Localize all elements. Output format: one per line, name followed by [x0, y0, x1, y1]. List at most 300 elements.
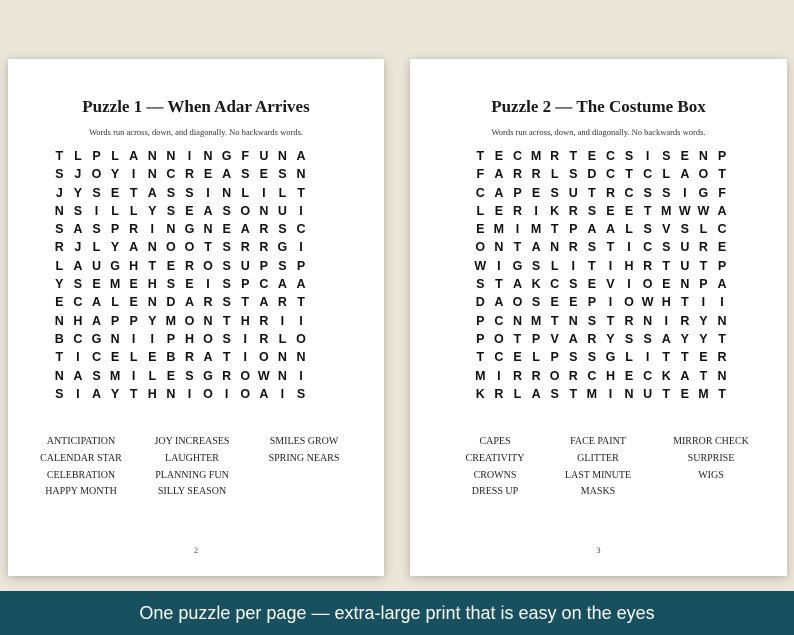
grid-letter: Y [148, 203, 157, 218]
grid-letter: L [513, 386, 522, 401]
word-bank-item: LAST MINUTE [564, 469, 632, 481]
grid-letter: I [299, 313, 303, 328]
grid-letter: E [259, 167, 268, 182]
grid-letter: O [240, 203, 251, 218]
grid-letter: P [92, 149, 101, 163]
grid-letter: T [204, 240, 212, 255]
grid-letter: I [206, 185, 210, 200]
grid-letter: Y [110, 386, 120, 401]
grid-letter: S [624, 149, 634, 163]
grid-letter: O [240, 386, 251, 401]
grid-letter: P [166, 331, 176, 346]
grid-letter: S [278, 258, 287, 273]
grid-letter: L [278, 185, 287, 200]
grid-letter: N [277, 149, 287, 163]
grid-letter: A [587, 222, 597, 237]
grid-letter: F [241, 149, 250, 163]
grid-letter: S [185, 185, 194, 200]
grid-letter: D [166, 295, 176, 310]
grid-letter: H [184, 331, 194, 346]
grid-letter: S [296, 386, 306, 401]
grid-letter: T [297, 295, 305, 310]
grid-letter: H [240, 313, 250, 328]
grid-letter: M [661, 203, 672, 218]
grid-letter: T [606, 313, 615, 328]
puzzle-instructions: Words run across, down, and diagonally. No backwards words. [88, 127, 304, 137]
grid-letter: E [494, 149, 504, 163]
grid-letter: T [297, 185, 305, 200]
grid-letter: R [643, 258, 653, 273]
grid-letter: H [73, 313, 83, 328]
grid-letter: I [534, 203, 538, 218]
grid-letter: N [147, 167, 157, 182]
grid-letter: I [299, 203, 303, 218]
grid-letter: E [110, 185, 120, 200]
grid-letter: E [624, 203, 634, 218]
grid-letter: R [494, 386, 504, 401]
puzzle-title: Puzzle 1 — When Adar Arrives [82, 97, 310, 116]
grid-letter: R [259, 331, 269, 346]
grid-letter: L [241, 185, 250, 200]
grid-letter: S [278, 222, 287, 237]
grid-letter: I [243, 331, 247, 346]
grid-letter: I [187, 386, 192, 401]
grid-letter: A [73, 222, 83, 237]
grid-letter: R [587, 331, 597, 346]
grid-letter: I [131, 331, 136, 346]
grid-letter: U [259, 149, 269, 163]
grid-letter: T [606, 240, 615, 255]
grid-letter: N [54, 203, 64, 218]
grid-letter: A [680, 368, 690, 383]
grid-letter: N [717, 368, 727, 383]
grid-letter: A [605, 222, 615, 237]
grid-letter: T [681, 295, 689, 310]
grid-letter: G [605, 350, 616, 365]
grid-letter: I [131, 167, 136, 182]
grid-letter: S [587, 313, 597, 328]
grid-letter: A [259, 295, 269, 310]
grid-letter: A [129, 240, 139, 255]
grid-letter: E [662, 277, 671, 292]
grid-letter: P [296, 258, 306, 273]
grid-letter: R [222, 368, 232, 383]
grid-letter: L [129, 350, 138, 365]
grid-letter: R [717, 350, 727, 365]
grid-letter: K [661, 368, 671, 383]
grid-letter: I [76, 350, 80, 365]
grid-letter: L [532, 350, 540, 365]
grid-letter: P [241, 277, 250, 292]
grid-letter: R [184, 167, 194, 182]
grid-letter: N [222, 185, 232, 200]
grid-letter: S [624, 331, 634, 346]
grid-letter: E [587, 277, 597, 292]
word-bank-item: DRESS UP [471, 486, 519, 498]
letter-grid [471, 147, 731, 403]
grid-letter: W [678, 203, 691, 218]
grid-letter: P [717, 149, 727, 163]
grid-letter: R [203, 295, 213, 310]
grid-letter: I [150, 222, 154, 237]
grid-letter: N [147, 295, 157, 310]
grid-letter: V [662, 222, 671, 237]
grid-letter: S [569, 350, 578, 365]
grid-letter: N [717, 313, 727, 328]
grid-letter: A [73, 258, 83, 273]
grid-letter: N [698, 149, 708, 163]
grid-letter: P [110, 222, 120, 237]
grid-letter: I [299, 368, 303, 383]
grid-letter: I [299, 240, 303, 255]
grid-letter: S [55, 222, 64, 237]
grid-letter: P [476, 331, 485, 346]
grid-letter: R [531, 167, 541, 182]
grid-letter: I [497, 368, 501, 383]
grid-letter: M [530, 149, 542, 163]
grid-letter: C [475, 185, 485, 200]
grid-letter: L [662, 167, 671, 182]
grid-letter: R [240, 240, 250, 255]
grid-letter: E [680, 386, 689, 401]
grid-letter: E [606, 203, 615, 218]
grid-letter: I [645, 149, 650, 163]
grid-letter: K [550, 203, 560, 218]
grid-letter: E [185, 277, 194, 292]
grid-letter: M [698, 386, 709, 401]
grid-letter: S [222, 240, 231, 255]
grid-letter: U [568, 185, 578, 200]
grid-letter: S [222, 203, 231, 218]
word-bank-item: MASKS [580, 486, 616, 498]
grid-letter: G [203, 368, 213, 383]
grid-letter: T [588, 185, 596, 200]
grid-letter: T [718, 167, 726, 182]
grid-letter: E [699, 350, 708, 365]
word-bank-column [248, 434, 360, 501]
grid-letter: R [184, 258, 194, 273]
grid-letter: Y [606, 331, 615, 346]
grid-letter: K [475, 386, 485, 401]
grid-letter: S [278, 167, 287, 182]
grid-letter: R [259, 313, 269, 328]
grid-letter: Y [680, 331, 689, 346]
page-number: 2 [194, 546, 198, 555]
grid-letter: V [606, 277, 615, 292]
grid-letter: L [550, 258, 559, 273]
grid-letter: I [224, 386, 229, 401]
grid-letter: I [627, 240, 631, 255]
grid-letter: E [92, 277, 101, 292]
grid-letter: S [587, 240, 597, 255]
grid-letter: S [531, 295, 541, 310]
grid-letter: O [475, 240, 486, 255]
grid-letter: T [662, 258, 671, 273]
grid-letter: N [203, 222, 213, 237]
grid-letter: I [608, 386, 613, 401]
grid-letter: O [203, 386, 213, 401]
letter-grid [50, 147, 310, 403]
grid-letter: U [643, 386, 653, 401]
grid-letter: N [550, 240, 560, 255]
grid-letter: T [148, 258, 157, 273]
grid-letter: I [664, 313, 668, 328]
grid-letter: N [147, 240, 157, 255]
word-bank-item: CELEBRATION [46, 469, 116, 481]
grid-letter: T [55, 149, 64, 163]
grid-letter: C [166, 167, 176, 182]
grid-letter: N [203, 149, 213, 163]
grid-letter: N [110, 331, 120, 346]
grid-letter: Y [699, 331, 708, 346]
grid-letter: O [512, 295, 523, 310]
grid-letter: I [206, 277, 210, 292]
grid-letter: R [568, 203, 578, 218]
grid-letter: R [512, 203, 522, 218]
grid-letter: C [587, 368, 597, 383]
grid-letter: A [296, 149, 306, 163]
grid-letter: W [257, 368, 270, 383]
grid-letter: H [147, 386, 157, 401]
grid-letter: O [258, 350, 269, 365]
grid-letter: O [165, 240, 176, 255]
grid-letter: M [586, 386, 598, 401]
grid-letter: P [476, 313, 485, 328]
word-bank-item: WIGS [698, 469, 724, 481]
grid-letter: R [512, 167, 522, 182]
caption-text: One puzzle per page — extra-large print that is easy on the eyes [139, 602, 655, 623]
grid-letter: N [277, 350, 287, 365]
grid-letter: S [550, 185, 559, 200]
grid-letter: J [74, 240, 82, 255]
grid-letter: P [531, 331, 541, 346]
grid-letter: P [110, 313, 120, 328]
grid-letter: C [717, 222, 727, 237]
grid-letter: T [662, 386, 671, 401]
grid-letter: R [277, 295, 287, 310]
grid-letter: C [91, 350, 101, 365]
grid-letter: O [494, 331, 504, 346]
grid-letter: E [550, 295, 559, 310]
grid-letter: E [476, 222, 485, 237]
word-bank-item: SURPRISE [687, 452, 735, 464]
grid-letter: I [608, 258, 613, 273]
grid-letter: N [643, 313, 653, 328]
grid-letter: O [296, 331, 306, 346]
word-bank [26, 434, 360, 501]
grid-letter: S [587, 203, 597, 218]
puzzle-title: Puzzle 2 — The Costume Box [491, 97, 706, 116]
grid-letter: R [568, 368, 578, 383]
grid-letter: T [222, 313, 231, 328]
grid-letter: I [645, 350, 650, 365]
grid-letter: N [568, 313, 578, 328]
grid-letter: Y [110, 167, 120, 182]
grid-letter: I [280, 386, 285, 401]
grid-letter: S [662, 240, 671, 255]
grid-letter: A [512, 277, 522, 292]
word-bank-item: CALENDAR STAR [40, 452, 122, 464]
word-bank-column [650, 434, 772, 501]
grid-letter: N [624, 386, 634, 401]
grid-letter: O [698, 167, 709, 182]
grid-letter: S [55, 386, 64, 401]
grid-letter: E [587, 149, 597, 163]
grid-letter: M [109, 277, 121, 292]
word-bank-item: CREATIVITY [465, 452, 525, 464]
grid-letter: P [259, 258, 268, 273]
grid-letter: M [530, 222, 542, 237]
grid-letter: A [531, 386, 541, 401]
word-bank-item: ANTICIPATION [46, 436, 116, 447]
word-bank-item: LAUGHTER [165, 452, 219, 464]
grid-letter: T [550, 222, 559, 237]
grid-letter: S [222, 277, 231, 292]
grid-letter: C [512, 149, 522, 163]
grid-letter: T [662, 350, 671, 365]
grid-letter: C [73, 295, 83, 310]
grid-letter: U [240, 258, 250, 273]
grid-letter: I [280, 313, 285, 328]
grid-letter: A [91, 313, 101, 328]
grid-letter: T [495, 277, 503, 292]
grid-letter: C [605, 149, 615, 163]
puzzle-page-1 [8, 59, 384, 576]
grid-letter: C [624, 185, 634, 200]
grid-letter: O [203, 258, 213, 273]
grid-letter: E [129, 295, 138, 310]
word-bank-column [546, 434, 650, 501]
grid-letter: U [91, 258, 101, 273]
grid-letter: Y [73, 185, 83, 200]
grid-letter: T [643, 203, 652, 218]
grid-letter: B [54, 331, 64, 346]
grid-letter: E [55, 295, 64, 310]
grid-letter: O [549, 368, 560, 383]
grid-letter: E [148, 350, 157, 365]
grid-letter: E [513, 350, 522, 365]
grid-letter: T [476, 350, 485, 365]
grid-letter: S [569, 277, 578, 292]
grid-letter: A [203, 203, 213, 218]
caption-banner [0, 591, 794, 635]
grid-letter: S [73, 277, 83, 292]
grid-letter: R [550, 149, 560, 163]
grid-letter: N [512, 313, 522, 328]
grid-letter: P [550, 350, 559, 365]
word-bank-item: CAPES [479, 436, 511, 447]
grid-letter: S [92, 368, 101, 383]
grid-letter: L [92, 240, 101, 255]
grid-letter: D [475, 295, 485, 310]
word-bank-item: FACE PAINT [570, 436, 626, 447]
grid-letter: T [241, 295, 250, 310]
grid-letter: L [111, 295, 119, 310]
grid-letter: G [110, 258, 120, 273]
grid-letter: S [531, 258, 541, 273]
grid-letter: M [475, 368, 486, 383]
grid-letter: W [474, 258, 487, 273]
grid-letter: P [717, 258, 727, 273]
grid-letter: A [147, 185, 157, 200]
grid-letter: F [718, 185, 726, 200]
grid-letter: C [73, 331, 83, 346]
grid-letter: I [571, 258, 575, 273]
grid-letter: N [494, 240, 504, 255]
grid-letter: S [222, 258, 231, 273]
grid-letter: R [259, 222, 269, 237]
grid-letter: S [569, 167, 578, 182]
word-bank-column [444, 434, 546, 501]
grid-letter: P [587, 295, 597, 310]
grid-letter: A [680, 167, 690, 182]
grid-letter: G [91, 331, 102, 346]
grid-letter: N [680, 277, 690, 292]
grid-letter: T [476, 149, 485, 163]
grid-letter: L [699, 222, 708, 237]
grid-letter: I [76, 386, 80, 401]
grid-letter: L [550, 167, 559, 182]
word-bank-item: CROWNS [473, 469, 517, 481]
grid-letter: T [129, 185, 138, 200]
grid-letter: R [680, 313, 690, 328]
grid-letter: A [73, 368, 83, 383]
grid-letter: H [129, 258, 139, 273]
grid-letter: H [605, 368, 615, 383]
grid-letter: L [111, 203, 119, 218]
grid-letter: L [278, 331, 287, 346]
grid-letter: P [569, 222, 578, 237]
grid-letter: O [184, 313, 195, 328]
grid-letter: A [296, 277, 306, 292]
grid-letter: U [680, 240, 690, 255]
word-bank-item: GLITTER [577, 452, 619, 464]
grid-letter: S [92, 222, 101, 237]
grid-letter: N [54, 368, 64, 383]
grid-letter: T [513, 331, 522, 346]
grid-letter: R [568, 240, 578, 255]
grid-letter: A [717, 203, 727, 218]
grid-letter: I [627, 277, 631, 292]
grid-letter: R [184, 350, 194, 365]
grid-letter: R [512, 368, 522, 383]
grid-letter: B [166, 350, 176, 365]
grid-letter: N [166, 222, 176, 237]
grid-letter: S [166, 277, 176, 292]
page-number: 3 [596, 546, 601, 555]
grid-letter: R [698, 240, 708, 255]
grid-letter: T [569, 386, 578, 401]
grid-letter: A [240, 222, 250, 237]
grid-letter: E [203, 167, 213, 182]
grid-letter: G [221, 149, 232, 163]
word-bank-item: PLANNING FUN [155, 469, 229, 481]
grid-letter: I [187, 149, 192, 163]
grid-letter: S [185, 368, 194, 383]
grid-letter: T [55, 350, 64, 365]
grid-letter: S [241, 167, 250, 182]
grid-letter: S [680, 222, 689, 237]
grid-letter: Y [110, 240, 120, 255]
grid-letter: A [568, 331, 578, 346]
grid-letter: M [493, 222, 505, 237]
grid-letter: E [494, 203, 504, 218]
grid-letter: L [129, 203, 138, 218]
grid-letter: G [512, 258, 523, 273]
grid-letter: I [150, 331, 154, 346]
word-bank-item: JOY INCREASES [154, 436, 230, 447]
grid-letter: T [513, 240, 522, 255]
